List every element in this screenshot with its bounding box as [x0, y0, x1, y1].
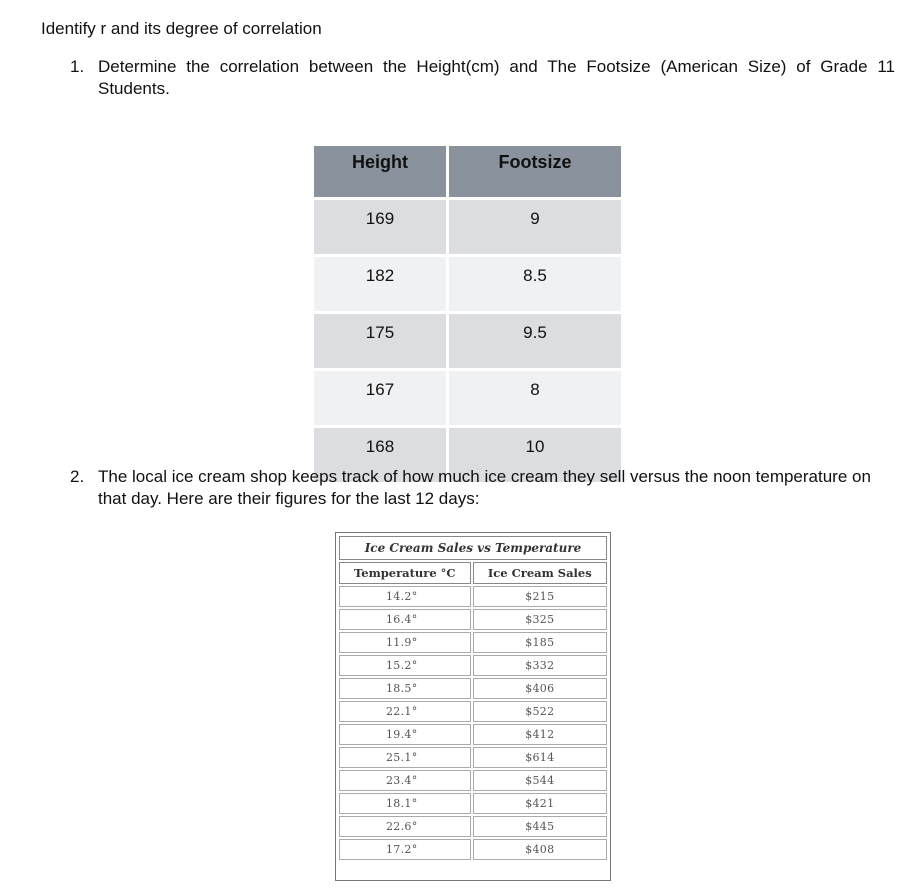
- sales-cell: $445: [473, 816, 607, 837]
- table-row: [339, 655, 607, 676]
- height-footsize-table: [311, 143, 618, 485]
- footsize-cell: 9.5: [449, 314, 621, 368]
- table-row: [339, 678, 607, 699]
- temperature-cell: 15.2°: [339, 655, 471, 676]
- table-row: [339, 632, 607, 653]
- height-cell: 182: [314, 257, 446, 311]
- table-row: [339, 816, 607, 837]
- table-row: [339, 586, 607, 607]
- question-2: [70, 466, 900, 510]
- column-header-footsize: Footsize: [449, 146, 621, 197]
- sales-cell: $325: [473, 609, 607, 630]
- temperature-cell: 19.4°: [339, 724, 471, 745]
- sales-cell: $421: [473, 793, 607, 814]
- sales-cell: $412: [473, 724, 607, 745]
- height-cell: 167: [314, 371, 446, 425]
- sales-cell: $332: [473, 655, 607, 676]
- temperature-cell: 18.5°: [339, 678, 471, 699]
- table-row: [339, 701, 607, 722]
- temperature-cell: 18.1°: [339, 793, 471, 814]
- table-row: [314, 200, 621, 254]
- temperature-cell: 11.9°: [339, 632, 471, 653]
- table-header-row: [339, 562, 607, 584]
- column-header-sales: Ice Cream Sales: [473, 562, 607, 584]
- ice-cream-sales-table: [335, 532, 611, 881]
- question-1-text: Determine the correlation between the Height(cm) and The Footsize (American Size) of Grade 11 Students.: [98, 57, 895, 98]
- table-row: [339, 724, 607, 745]
- sales-cell: $215: [473, 586, 607, 607]
- question-1-number: 1.: [70, 57, 85, 76]
- sales-cell: $185: [473, 632, 607, 653]
- column-header-temperature: Temperature °C: [339, 562, 471, 584]
- temperature-cell: 17.2°: [339, 839, 471, 860]
- height-cell: 168: [314, 428, 446, 482]
- sales-cell: $408: [473, 839, 607, 860]
- temperature-cell: 16.4°: [339, 609, 471, 630]
- table-row: [314, 257, 621, 311]
- sales-cell: $614: [473, 747, 607, 768]
- instruction-heading: Identify r and its degree of correlation: [41, 19, 322, 38]
- temperature-cell: 14.2°: [339, 586, 471, 607]
- table-header-row: [314, 146, 621, 197]
- temperature-cell: 25.1°: [339, 747, 471, 768]
- question-1: [70, 56, 895, 100]
- table-row: [339, 793, 607, 814]
- height-cell: 175: [314, 314, 446, 368]
- table-row: [314, 314, 621, 368]
- temperature-cell: 23.4°: [339, 770, 471, 791]
- question-2-text: The local ice cream shop keeps track of how much ice cream they sell versus the noon temperature on that day. Here are their figures for the last 12 days:: [98, 467, 871, 508]
- question-2-number: 2.: [70, 467, 85, 486]
- sales-cell: $406: [473, 678, 607, 699]
- footsize-cell: 8: [449, 371, 621, 425]
- table-row: [339, 609, 607, 630]
- table-row: [314, 371, 621, 425]
- table-row: [339, 770, 607, 791]
- footsize-cell: 9: [449, 200, 621, 254]
- temperature-cell: 22.1°: [339, 701, 471, 722]
- footsize-cell: 10: [449, 428, 621, 482]
- column-header-height: Height: [314, 146, 446, 197]
- height-cell: 169: [314, 200, 446, 254]
- table-row: [339, 839, 607, 860]
- sales-cell: $544: [473, 770, 607, 791]
- temperature-cell: 22.6°: [339, 816, 471, 837]
- footsize-cell: 8.5: [449, 257, 621, 311]
- sales-cell: $522: [473, 701, 607, 722]
- table-row: [339, 747, 607, 768]
- table-caption: Ice Cream Sales vs Temperature: [339, 536, 607, 560]
